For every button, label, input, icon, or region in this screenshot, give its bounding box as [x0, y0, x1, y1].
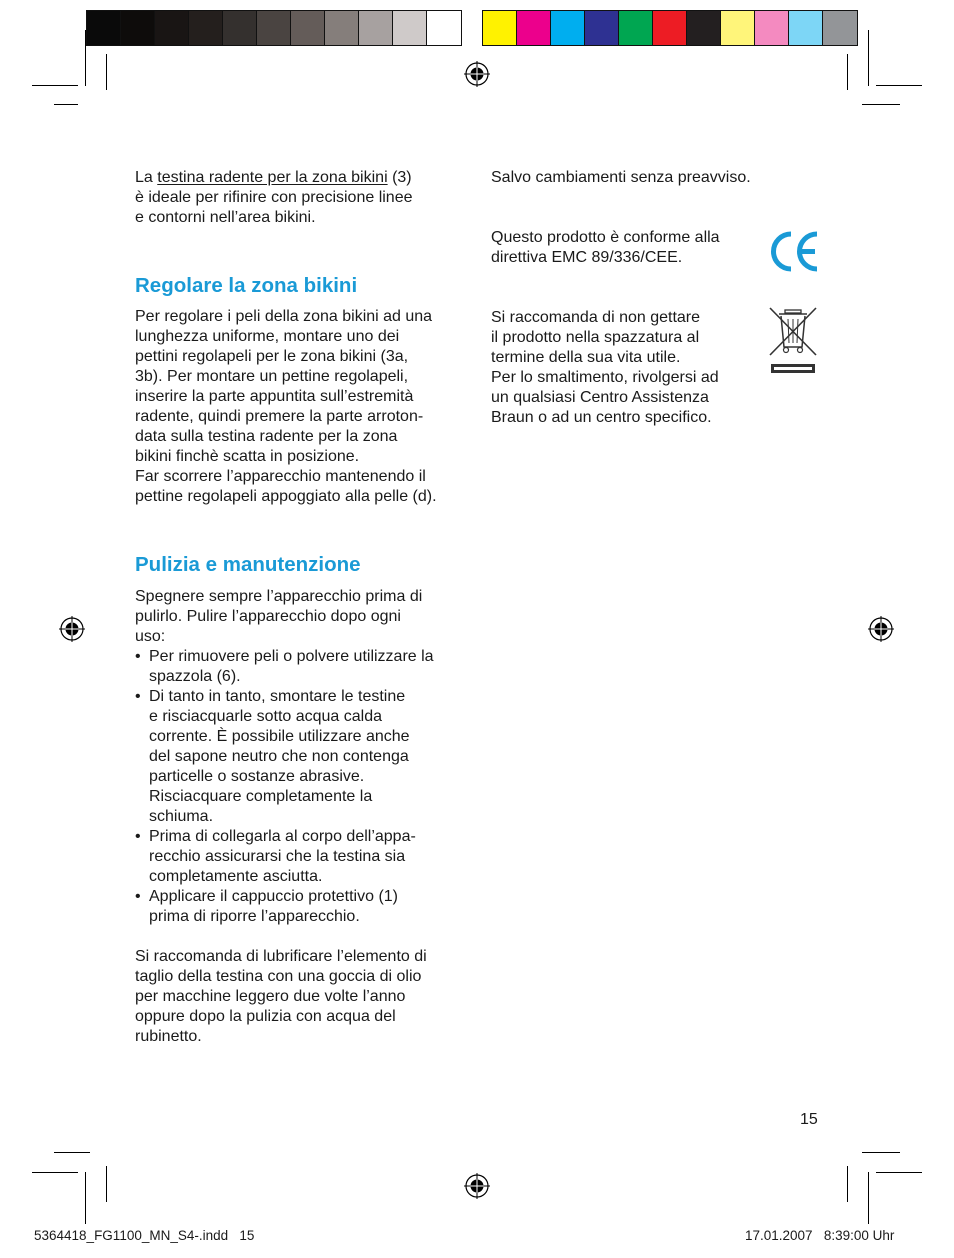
text-line: Spegnere sempre l’apparecchio prima di	[135, 588, 423, 605]
text-line: 3b). Per montare un pettine regolapeli,	[135, 368, 409, 385]
registration-mark-icon	[59, 616, 85, 642]
color-swatch	[121, 11, 155, 45]
text-line: Braun o ad un centro specifico.	[491, 409, 712, 426]
color-swatch	[755, 11, 789, 45]
list-item-line: • Applicare il cappuccio protettivo (1)	[149, 888, 399, 905]
color-swatch	[585, 11, 619, 45]
list-item-line: • Prima di collegarla al corpo dell’appa-	[149, 828, 416, 845]
intro-text: La	[135, 169, 158, 186]
color-swatch	[789, 11, 823, 45]
crop-mark	[32, 1172, 78, 1173]
list-item-line: spazzola (6).	[149, 668, 241, 685]
list-item	[135, 827, 475, 887]
notice-text: Salvo cambiamenti senza preavviso.	[491, 169, 751, 186]
page-number: 15	[800, 1111, 818, 1128]
cleaning-bullet-list	[135, 647, 475, 927]
section-title-cleaning: Pulizia e manutenzione	[135, 553, 361, 576]
color-swatch	[483, 11, 517, 45]
text-line: rubinetto.	[135, 1028, 202, 1045]
color-swatch	[721, 11, 755, 45]
text-line: Per regolare i peli della zona bikini ad una	[135, 308, 433, 325]
text-line: Per lo smaltimento, rivolgersi ad	[491, 369, 719, 386]
bikini-paragraph	[135, 307, 437, 507]
text-line: taglio della testina con una goccia di olio	[135, 968, 422, 985]
cleaning-intro	[135, 587, 475, 647]
registration-mark-icon	[868, 616, 894, 642]
list-item-line: prima di riporre l’apparecchio.	[149, 908, 360, 925]
text-line: bikini finchè scatta in posizione.	[135, 448, 360, 465]
ce-compliance-text	[491, 228, 720, 268]
crop-mark	[868, 30, 869, 86]
list-item-line: particelle o sostanze abrasive.	[149, 768, 365, 785]
intro-paragraph	[135, 168, 413, 228]
color-swatch	[517, 11, 551, 45]
color-swatch	[619, 11, 653, 45]
intro-text: è ideale per rifinire con precisione linee	[135, 189, 413, 206]
footer-timestamp: 17.01.2007 8:39:00 Uhr	[745, 1228, 895, 1243]
list-item-line: del sapone neutro che non contenga	[149, 748, 409, 765]
crop-mark	[847, 54, 848, 90]
crop-mark	[106, 54, 107, 90]
ce-mark-icon	[769, 229, 820, 274]
crossed-out-bin-icon	[768, 305, 818, 377]
list-item-line: • Per rimuovere peli o polvere utilizzare la	[149, 648, 434, 665]
text-line: un qualsiasi Centro Assistenza	[491, 389, 709, 406]
color-swatch	[427, 11, 461, 45]
list-item	[135, 887, 475, 927]
text-line: pulirlo. Pulire l’apparecchio dopo ogni	[135, 608, 401, 625]
crop-mark	[868, 1172, 869, 1224]
crop-mark	[106, 1166, 107, 1202]
text-line: il prodotto nella spazzatura al	[491, 329, 700, 346]
list-item-line: schiuma.	[149, 808, 214, 825]
crop-mark	[847, 1166, 848, 1202]
list-item-line: recchio assicurarsi che la testina sia	[149, 848, 406, 865]
crop-mark	[54, 1152, 90, 1153]
color-swatch	[87, 11, 121, 45]
text-line: pettini regolapeli per le zona bikini (3a,	[135, 348, 409, 365]
list-item-line: corrente. È possibile utilizzare anche	[149, 728, 410, 745]
grayscale-color-bar	[86, 10, 462, 46]
text-line: pettine regolapeli appoggiato alla pelle (d).	[135, 488, 437, 505]
color-swatch	[393, 11, 427, 45]
lubrication-paragraph	[135, 947, 475, 1047]
color-swatch	[155, 11, 189, 45]
color-swatch	[653, 11, 687, 45]
crop-mark	[32, 85, 78, 86]
list-item-line: completamente asciutta.	[149, 868, 323, 885]
text-line: data sulla testina radente per la zona	[135, 428, 398, 445]
registration-mark-icon	[464, 61, 490, 87]
crop-mark	[85, 30, 86, 86]
color-swatch	[687, 11, 721, 45]
color-swatch	[189, 11, 223, 45]
list-item-line: Risciacquare completamente la	[149, 788, 373, 805]
color-swatch	[223, 11, 257, 45]
crop-mark	[876, 1172, 922, 1173]
cmyk-color-bar	[482, 10, 858, 46]
color-swatch	[291, 11, 325, 45]
text-line: Si raccomanda di non gettare	[491, 309, 701, 326]
crop-mark	[876, 85, 922, 86]
list-item-line: • Di tanto in tanto, smontare le testine	[149, 688, 406, 705]
color-swatch	[823, 11, 857, 45]
text-line: uso:	[135, 628, 166, 645]
section-title-bikini: Regolare la zona bikini	[135, 274, 358, 297]
text-line: direttiva EMC 89/336/CEE.	[491, 249, 683, 266]
text-line: Questo prodotto è conforme alla	[491, 229, 720, 246]
crop-mark	[862, 1152, 900, 1153]
intro-text: e contorni nell’area bikini.	[135, 209, 316, 226]
bikini-head-link: testina radente per la zona bikini	[157, 169, 388, 186]
text-line: inserire la parte appuntita sull’estremità	[135, 388, 414, 405]
color-swatch	[359, 11, 393, 45]
list-item	[135, 647, 475, 687]
footer-file-info: 5364418_FG1100_MN_S4-.indd 15	[34, 1228, 255, 1243]
color-swatch	[325, 11, 359, 45]
text-line: radente, quindi premere la parte arroton-	[135, 408, 424, 425]
list-item-line: e risciacquarle sotto acqua calda	[149, 708, 383, 725]
color-swatch	[257, 11, 291, 45]
text-line: lunghezza uniforme, montare uno dei	[135, 328, 400, 345]
text-line: oppure dopo la pulizia con acqua del	[135, 1008, 396, 1025]
crop-mark	[862, 104, 900, 105]
color-swatch	[551, 11, 585, 45]
registration-mark-icon	[464, 1173, 490, 1199]
intro-text: (3)	[387, 169, 412, 186]
crop-mark	[85, 1172, 86, 1224]
text-line: per macchine leggero due volte l’anno	[135, 988, 406, 1005]
cleaning-section	[135, 587, 475, 1047]
text-line: Far scorrere l’apparecchio mantenendo il	[135, 468, 426, 485]
disposal-text	[491, 308, 719, 428]
text-line: Si raccomanda di lubrificare l’elemento di	[135, 948, 427, 965]
list-item	[135, 687, 475, 827]
text-line: termine della sua vita utile.	[491, 349, 681, 366]
crop-mark	[54, 104, 78, 105]
